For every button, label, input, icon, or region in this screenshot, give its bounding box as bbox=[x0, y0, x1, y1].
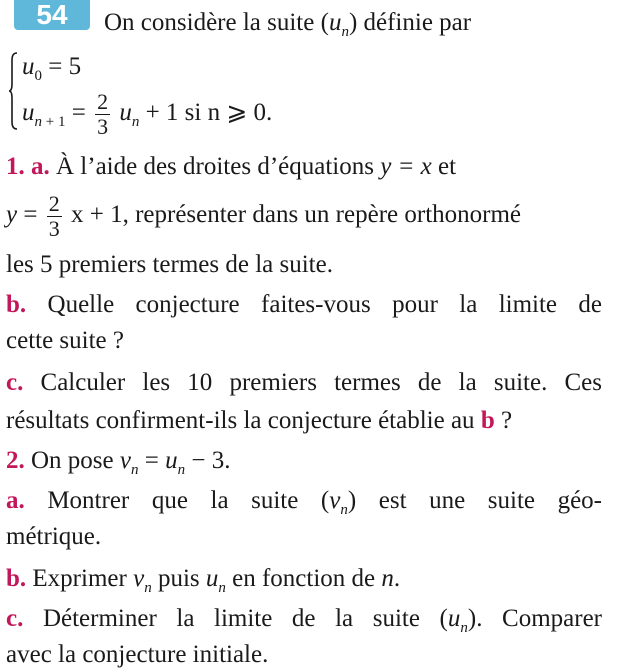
system-line-1: $u_0 = 5$ bbox=[22, 53, 82, 84]
intro-line: On considère la suite $(u_n)$ définie par bbox=[104, 9, 472, 40]
exercise-number-badge: 54 bbox=[14, 0, 90, 30]
system-line-2: $u_{n + 1}$ = $\frac{2}{3}$ $u_n + 1$ si n ⩾ 0. bbox=[22, 88, 273, 139]
question-2c-line-1: c. Déterminer la limite de la suite $(u_n)$. Comparer bbox=[6, 605, 603, 636]
system-fraction: $\frac{2}{3}$ bbox=[97, 88, 109, 139]
question-2a-line-2: métrique. bbox=[6, 523, 102, 550]
question-1a-line-3: les 5 premiers termes de la suite. bbox=[6, 251, 333, 278]
question-2a-line-1: a. Montrer que la suite $(v_n)$ est une suite géo- bbox=[6, 487, 603, 518]
question-1b-line-1: b. Quelle conjecture faites-vous pour la limite de bbox=[6, 291, 602, 318]
question-2-line: 2. On pose $v_n = u_n - 3$. bbox=[6, 447, 231, 478]
question-1c-line-1: c. Calculer les 10 premiers termes de la suite. Ces bbox=[6, 369, 602, 396]
question-1c-line-2: résultats confirment-ils la conjecture établie au b ? bbox=[6, 407, 513, 434]
question-2b-line: b. Exprimer $v_n$ puis $u_n$ en fonction de n. bbox=[6, 565, 401, 596]
system-brace-icon bbox=[8, 52, 18, 130]
question-2c-line-2: avec la conjecture initiale. bbox=[6, 641, 269, 668]
question-1b-line-2: cette suite ? bbox=[6, 327, 124, 354]
question-1a-line-1: 1. a. À l’aide des droites d’équations y = x et bbox=[6, 153, 457, 180]
line-equation-fraction: $\frac{2}{3}$ bbox=[48, 190, 60, 241]
question-1a-line-2: y = $\frac{2}{3}$ x + 1, représenter dans un repère orthonormé bbox=[6, 190, 522, 241]
